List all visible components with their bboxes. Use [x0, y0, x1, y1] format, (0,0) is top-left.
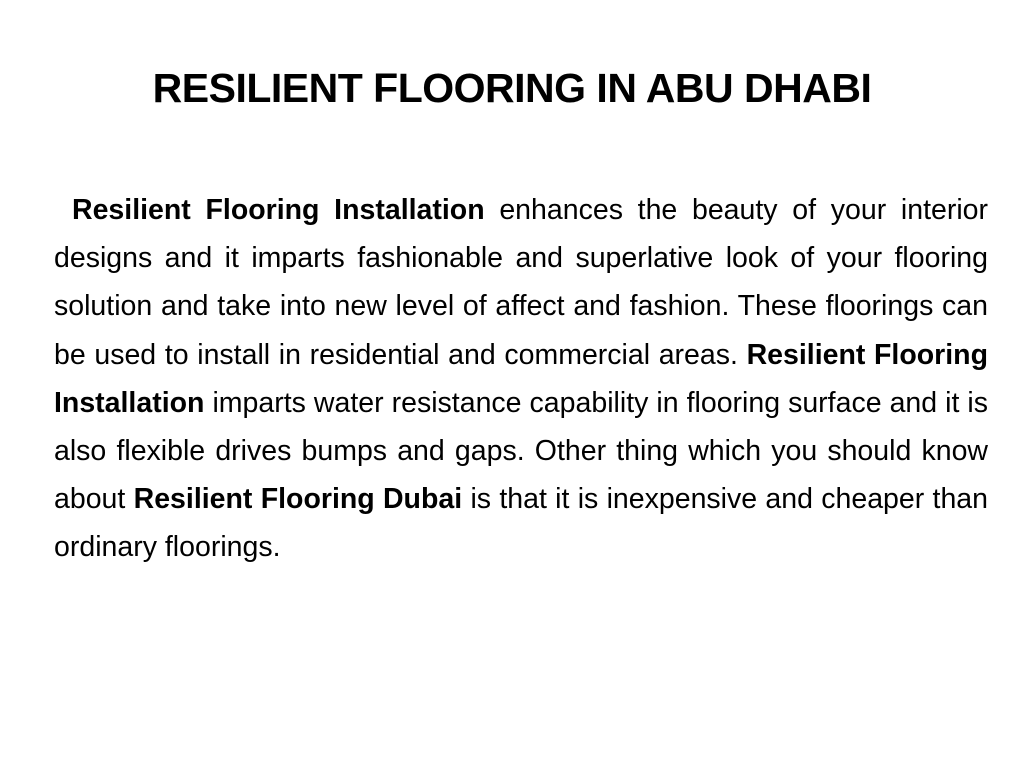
body-bold-phrase: Resilient Flooring Installation [72, 194, 485, 226]
slide-body-paragraph [54, 186, 988, 572]
body-text: imparts water resistance capability in flooring surface and it is also flexible drives bumps and gaps. Other thing which you should know about [54, 386, 988, 516]
body-text: enhances the beauty of your interior designs and it imparts fashionable and superlative look of your flooring solution and take into new level of affect and fashion. These floorings can be used to install in residential and commercial areas. [54, 194, 989, 371]
body-text: is that it is inexpensive and cheaper than ordinary floorings. [54, 483, 989, 564]
body-bold-phrase: Resilient Flooring Installation [54, 338, 988, 419]
slide-title: RESILIENT FLOORING IN ABU DHABI [152, 65, 872, 111]
body-bold-phrase: Resilient Flooring Dubai [133, 483, 463, 516]
